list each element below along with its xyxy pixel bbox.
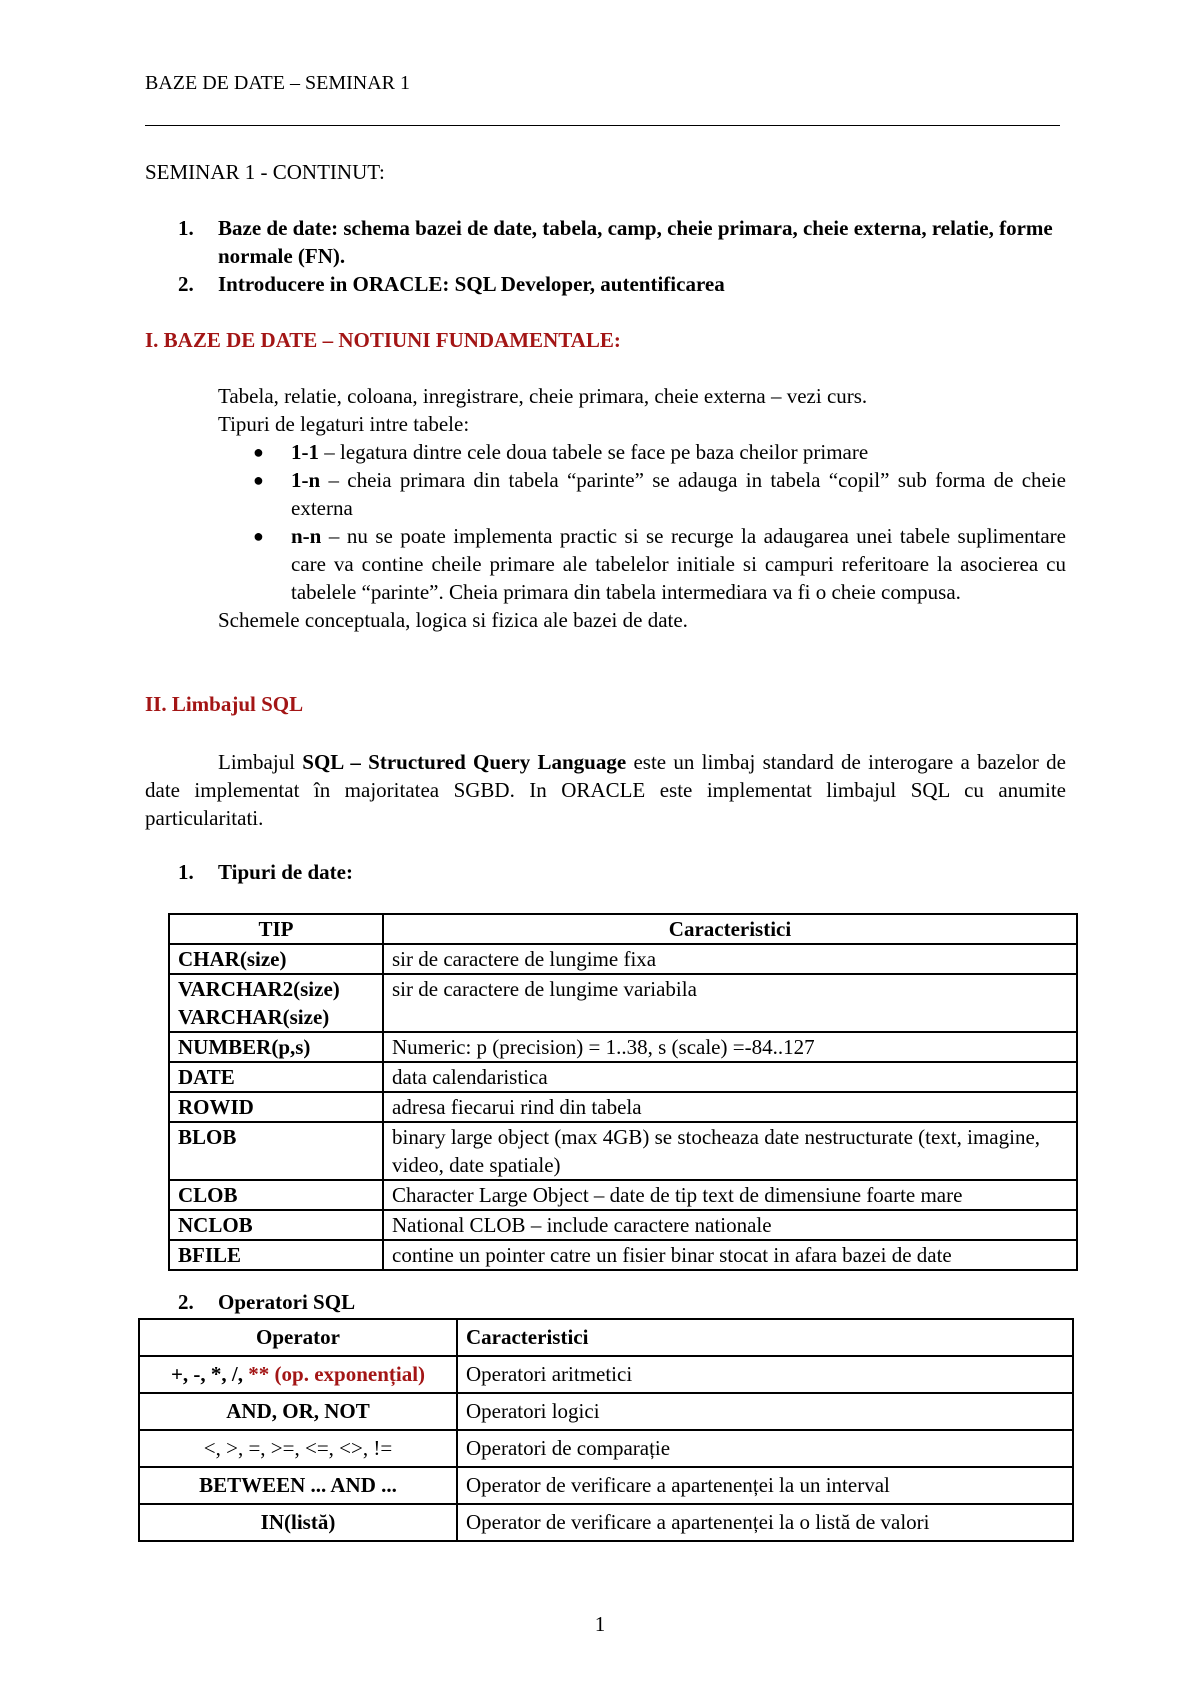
bullet-text: – nu se poate implementa practic si se recurge la adaugarea unei tabele suplimentare care va contine cheile primare ale tabelelor initiale si campuri referitoare la asocierea cu tabelele “parinte”. Cheia primara din tabela intermediara va fi o cheie compusa.	[291, 524, 1066, 604]
section-1-heading: I. BAZE DE DATE – NOTIUNI FUNDAMENTALE:	[145, 328, 621, 352]
description-cell: National CLOB – include caractere nationale	[383, 1210, 1077, 1240]
para-text: este un limbaj standard de interogare a bazelor de date implementat în majoritatea SGBD. In ORACLE este implementat limbajul SQL cu anumite particularitati.	[145, 750, 1066, 830]
table-row	[139, 1467, 1073, 1504]
description-cell: Operatori aritmetici	[457, 1356, 1073, 1393]
type-cell: CLOB	[169, 1180, 383, 1210]
type-cell: CHAR(size)	[169, 944, 383, 974]
contents-item	[145, 214, 1060, 270]
description-cell: Operatori logici	[457, 1393, 1073, 1430]
table-row	[139, 1504, 1073, 1541]
section-1-line: Schemele conceptuala, logica si fizica ale bazei de date.	[218, 608, 688, 632]
bullet-dot-icon: ●	[253, 442, 264, 462]
operator-text: +, -, *, /,	[170, 1362, 249, 1386]
bullet-term: 1-1	[291, 440, 319, 464]
description-cell: sir de caractere de lungime variabila	[383, 974, 1077, 1032]
type-cell	[169, 974, 383, 1032]
table-row	[169, 974, 1077, 1032]
subsection-operators-heading	[168, 1290, 355, 1315]
bullet-dot-icon: ●	[253, 526, 264, 546]
operator-highlight-text: ** (op. exponențial)	[248, 1362, 426, 1386]
table-row	[169, 1210, 1077, 1240]
description-cell: Numeric: p (precision) = 1..38, s (scale) =-84..127	[383, 1032, 1077, 1062]
header-divider	[145, 125, 1060, 126]
operator-cell: BETWEEN ... AND ...	[139, 1467, 457, 1504]
contents-item-text: Introducere in ORACLE: SQL Developer, autentificarea	[218, 272, 725, 296]
type-cell: ROWID	[169, 1092, 383, 1122]
contents-item-number: 1.	[178, 216, 194, 240]
description-cell: data calendaristica	[383, 1062, 1077, 1092]
description-cell: sir de caractere de lungime fixa	[383, 944, 1077, 974]
contents-item-number: 2.	[178, 272, 194, 296]
table-row	[139, 1430, 1073, 1467]
bullet-item	[218, 438, 1066, 466]
operators-table	[138, 1318, 1074, 1542]
para-text: Limbajul	[218, 750, 303, 774]
description-cell: adresa fiecarui rind din tabela	[383, 1092, 1077, 1122]
type-cell: NUMBER(p,s)	[169, 1032, 383, 1062]
contents-list	[145, 214, 1060, 298]
bullet-item	[218, 522, 1066, 606]
section-1-line: Tabela, relatie, coloana, inregistrare, cheie primara, cheie externa – vezi curs.	[218, 384, 868, 408]
data-types-table	[168, 913, 1078, 1271]
table-header-row	[169, 914, 1077, 944]
subsection-number: 1.	[178, 860, 194, 884]
subsection-number: 2.	[178, 1290, 194, 1314]
type-cell: BLOB	[169, 1122, 383, 1180]
operator-cell: IN(listă)	[139, 1504, 457, 1541]
type-cell: NCLOB	[169, 1210, 383, 1240]
operator-cell	[139, 1356, 457, 1393]
description-cell: Operator de verificare a apartenenței la o listă de valori	[457, 1504, 1073, 1541]
bullet-term: n-n	[291, 524, 322, 548]
section-1-line: Tipuri de legaturi intre tabele:	[218, 412, 470, 436]
page-header-title: BAZE DE DATE – SEMINAR 1	[145, 72, 410, 94]
para-bold-text: SQL – Structured Query Language	[302, 750, 627, 774]
bullet-text: – legatura dintre cele doua tabele se face pe baza cheilor primare	[319, 440, 869, 464]
table-row	[169, 1240, 1077, 1270]
description-cell: contine un pointer catre un fisier binar stocat in afara bazei de date	[383, 1240, 1077, 1270]
type-name: VARCHAR(size)	[178, 1005, 330, 1029]
table-row	[169, 1062, 1077, 1092]
description-cell: Operatori de comparație	[457, 1430, 1073, 1467]
description-cell: Operator de verificare a apartenenței la un interval	[457, 1467, 1073, 1504]
column-header: Operator	[139, 1319, 457, 1356]
table-row	[169, 944, 1077, 974]
subsection-data-types-heading	[145, 860, 353, 885]
subsection-title: Operatori SQL	[218, 1290, 356, 1314]
contents-item	[145, 270, 1060, 298]
table-row	[169, 1180, 1077, 1210]
column-header: Caracteristici	[383, 914, 1077, 944]
table-row	[169, 1122, 1077, 1180]
contents-title: SEMINAR 1 - CONTINUT:	[145, 160, 385, 184]
sql-intro-paragraph	[145, 748, 1066, 832]
bullet-item	[218, 466, 1066, 522]
table-header-row	[139, 1319, 1073, 1356]
table-row	[139, 1393, 1073, 1430]
bullet-text: – cheia primara din tabela “parinte” se adauga in tabela “copil” sub forma de cheie externa	[291, 468, 1066, 520]
column-header: TIP	[169, 914, 383, 944]
contents-item-text: Baze de date: schema bazei de date, tabela, camp, cheie primara, cheie externa, relatie, forme normale (FN).	[218, 216, 1053, 268]
bullet-term: 1-n	[291, 468, 321, 492]
type-name: VARCHAR2(size)	[178, 977, 340, 1001]
description-cell: Character Large Object – date de tip text de dimensiune foarte mare	[383, 1180, 1077, 1210]
column-header: Caracteristici	[457, 1319, 1073, 1356]
bullet-dot-icon: ●	[253, 470, 264, 490]
operator-cell: AND, OR, NOT	[139, 1393, 457, 1430]
table-row	[169, 1032, 1077, 1062]
type-cell: DATE	[169, 1062, 383, 1092]
description-cell: binary large object (max 4GB) se stocheaza date nestructurate (text, imagine, video, date spatiale)	[383, 1122, 1077, 1180]
section-1-body	[218, 382, 1066, 634]
operator-cell: <, >, =, >=, <=, <>, !=	[139, 1430, 457, 1467]
section-2-heading: II. Limbajul SQL	[145, 692, 304, 716]
table-row	[139, 1356, 1073, 1393]
page-number: 1	[594, 1612, 606, 1636]
subsection-title: Tipuri de date:	[218, 860, 353, 884]
table-row	[169, 1092, 1077, 1122]
type-cell: BFILE	[169, 1240, 383, 1270]
